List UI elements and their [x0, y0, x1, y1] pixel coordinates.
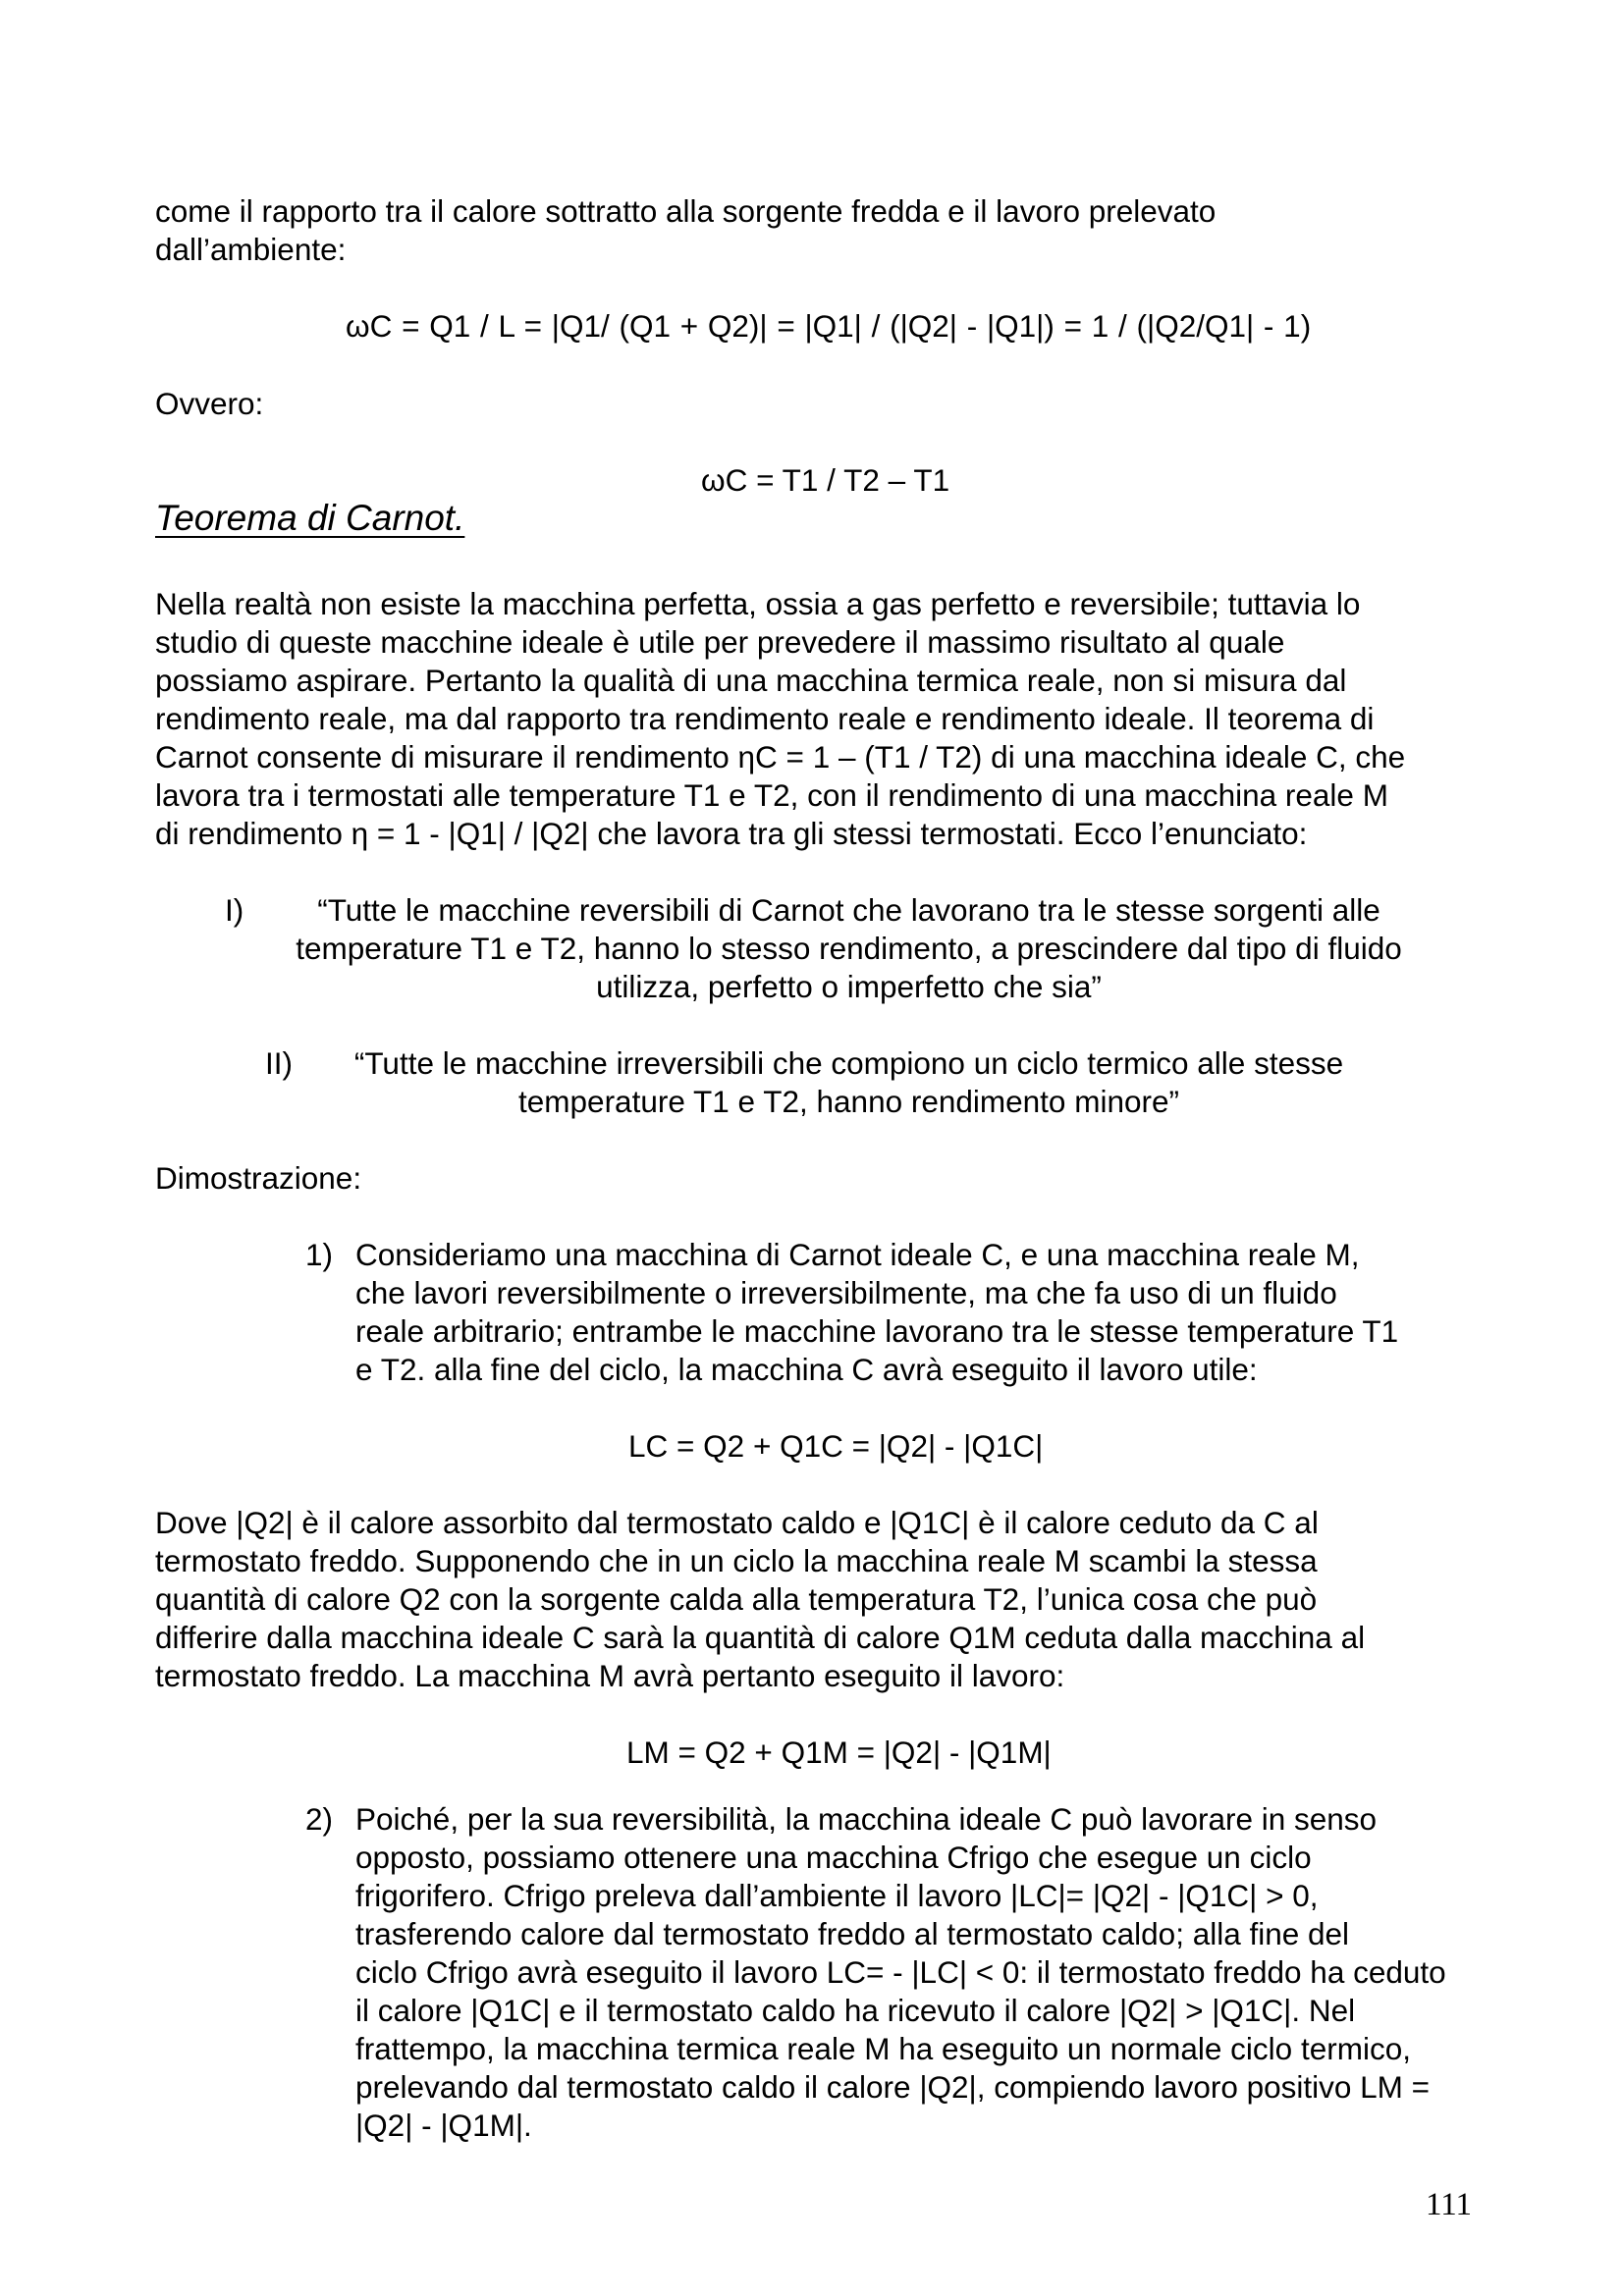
- formula-omega-temperature: ωC = T1 / T2 – T1: [701, 462, 950, 498]
- ovvero-label: Ovvero:: [155, 386, 264, 421]
- paragraph1-line-7: di rendimento η = 1 - |Q1| / |Q2| che lavora tra gli stessi termostati. Ecco l’enunciato:: [155, 816, 1308, 851]
- statement1-line-1: “Tutte le macchine reversibili di Carnot che lavorano tra le stesse sorgenti alle: [317, 892, 1380, 928]
- statement2-line-1: “Tutte le macchine irreversibili che compiono un ciclo termico alle stesse: [353, 1045, 1344, 1081]
- step1-line-1: Consideriamo una macchina di Carnot ideale C, e una macchina reale M,: [355, 1237, 1360, 1272]
- paragraph2-line-4: differire dalla macchina ideale C sarà la quantità di calore Q1M ceduta dalla macchina al: [155, 1620, 1366, 1655]
- step2-line-8: prelevando dal termostato caldo il calore |Q2|, compiendo lavoro positivo LM =: [355, 2069, 1431, 2105]
- step2-line-4: trasferendo calore dal termostato freddo al termostato caldo; alla fine del: [355, 1916, 1350, 1951]
- paragraph2-line-3: quantità di calore Q2 con la sorgente calda alla temperatura T2, l’unica cosa che può: [155, 1581, 1318, 1617]
- step2-marker: 2): [305, 1801, 334, 1837]
- step1-line-3: reale arbitrario; entrambe le macchine lavorano tra le stesse temperature T1: [355, 1313, 1399, 1349]
- step2-line-1: Poiché, per la sua reversibilità, la macchina ideale C può lavorare in senso: [355, 1801, 1378, 1837]
- statement2-line-2: temperature T1 e T2, hanno rendimento minore”: [518, 1084, 1179, 1119]
- formula-lm: LM = Q2 + Q1M = |Q2| - |Q1M|: [626, 1735, 1052, 1770]
- step1-marker: 1): [305, 1237, 334, 1272]
- statement1-line-3: utilizza, perfetto o imperfetto che sia”: [596, 969, 1102, 1004]
- step2-line-2: opposto, possiamo ottenere una macchina Cfrigo che esegue un ciclo: [355, 1840, 1312, 1875]
- intro-line-1: come il rapporto tra il calore sottratto alla sorgente fredda e il lavoro prelevato: [155, 193, 1217, 229]
- step1-line-4: e T2. alla fine del ciclo, la macchina C avrà eseguito il lavoro utile:: [355, 1352, 1258, 1387]
- step2-line-5: ciclo Cfrigo avrà eseguito il lavoro LC= - |LC| < 0: il termostato freddo ha ceduto: [355, 1954, 1446, 1990]
- step1-line-2: che lavori reversibilmente o irreversibilmente, ma che fa uso di un fluido: [355, 1275, 1337, 1310]
- paragraph1-line-1: Nella realtà non esiste la macchina perfetta, ossia a gas perfetto e reversibile; tuttavia lo: [155, 586, 1361, 621]
- intro-line-2: dall’ambiente:: [155, 232, 347, 267]
- formula-omega-full: ωC = Q1 / L = |Q1/ (Q1 + Q2)| = |Q1| / (|Q2| - |Q1|) = 1 / (|Q2/Q1| - 1): [346, 308, 1312, 344]
- paragraph1-line-2: studio di queste macchine ideale è utile per prevedere il massimo risultato al quale: [155, 624, 1285, 660]
- paragraph2-line-1: Dove |Q2| è il calore assorbito dal termostato caldo e |Q1C| è il calore ceduto da C al: [155, 1505, 1319, 1540]
- statement1-line-2: temperature T1 e T2, hanno lo stesso rendimento, a prescindere dal tipo di fluido: [296, 931, 1402, 966]
- paragraph1-line-4: rendimento reale, ma dal rapporto tra rendimento reale e rendimento ideale. Il teorema di: [155, 701, 1375, 736]
- formula-lc: LC = Q2 + Q1C = |Q2| - |Q1C|: [628, 1428, 1044, 1464]
- section-heading: Teorema di Carnot.: [155, 498, 465, 538]
- paragraph1-line-3: possiamo aspirare. Pertanto la qualità di una macchina termica reale, non si misura dal: [155, 663, 1347, 698]
- dimostrazione-label: Dimostrazione:: [155, 1160, 362, 1196]
- step2-line-3: frigorifero. Cfrigo preleva dall’ambiente il lavoro |LC|= |Q2| - |Q1C| > 0,: [355, 1878, 1319, 1913]
- paragraph1-line-5: Carnot consente di misurare il rendimento ηC = 1 – (T1 / T2) di una macchina ideale C, che: [155, 739, 1406, 774]
- step2-line-9: |Q2| - |Q1M|.: [355, 2108, 532, 2143]
- statement2-marker: II): [265, 1045, 293, 1081]
- page-number: 111: [1426, 2187, 1473, 2222]
- step2-line-6: il calore |Q1C| e il termostato caldo ha ricevuto il calore |Q2| > |Q1C|. Nel: [355, 1993, 1356, 2028]
- paragraph2-line-5: termostato freddo. La macchina M avrà pertanto eseguito il lavoro:: [155, 1658, 1065, 1693]
- step2-line-7: frattempo, la macchina termica reale M ha eseguito un normale ciclo termico,: [355, 2031, 1411, 2066]
- statement1-marker: I): [225, 892, 244, 928]
- paragraph2-line-2: termostato freddo. Supponendo che in un ciclo la macchina reale M scambi la stessa: [155, 1543, 1318, 1578]
- paragraph1-line-6: lavora tra i termostati alle temperature T1 e T2, con il rendimento di una macchina reale M: [155, 777, 1388, 813]
